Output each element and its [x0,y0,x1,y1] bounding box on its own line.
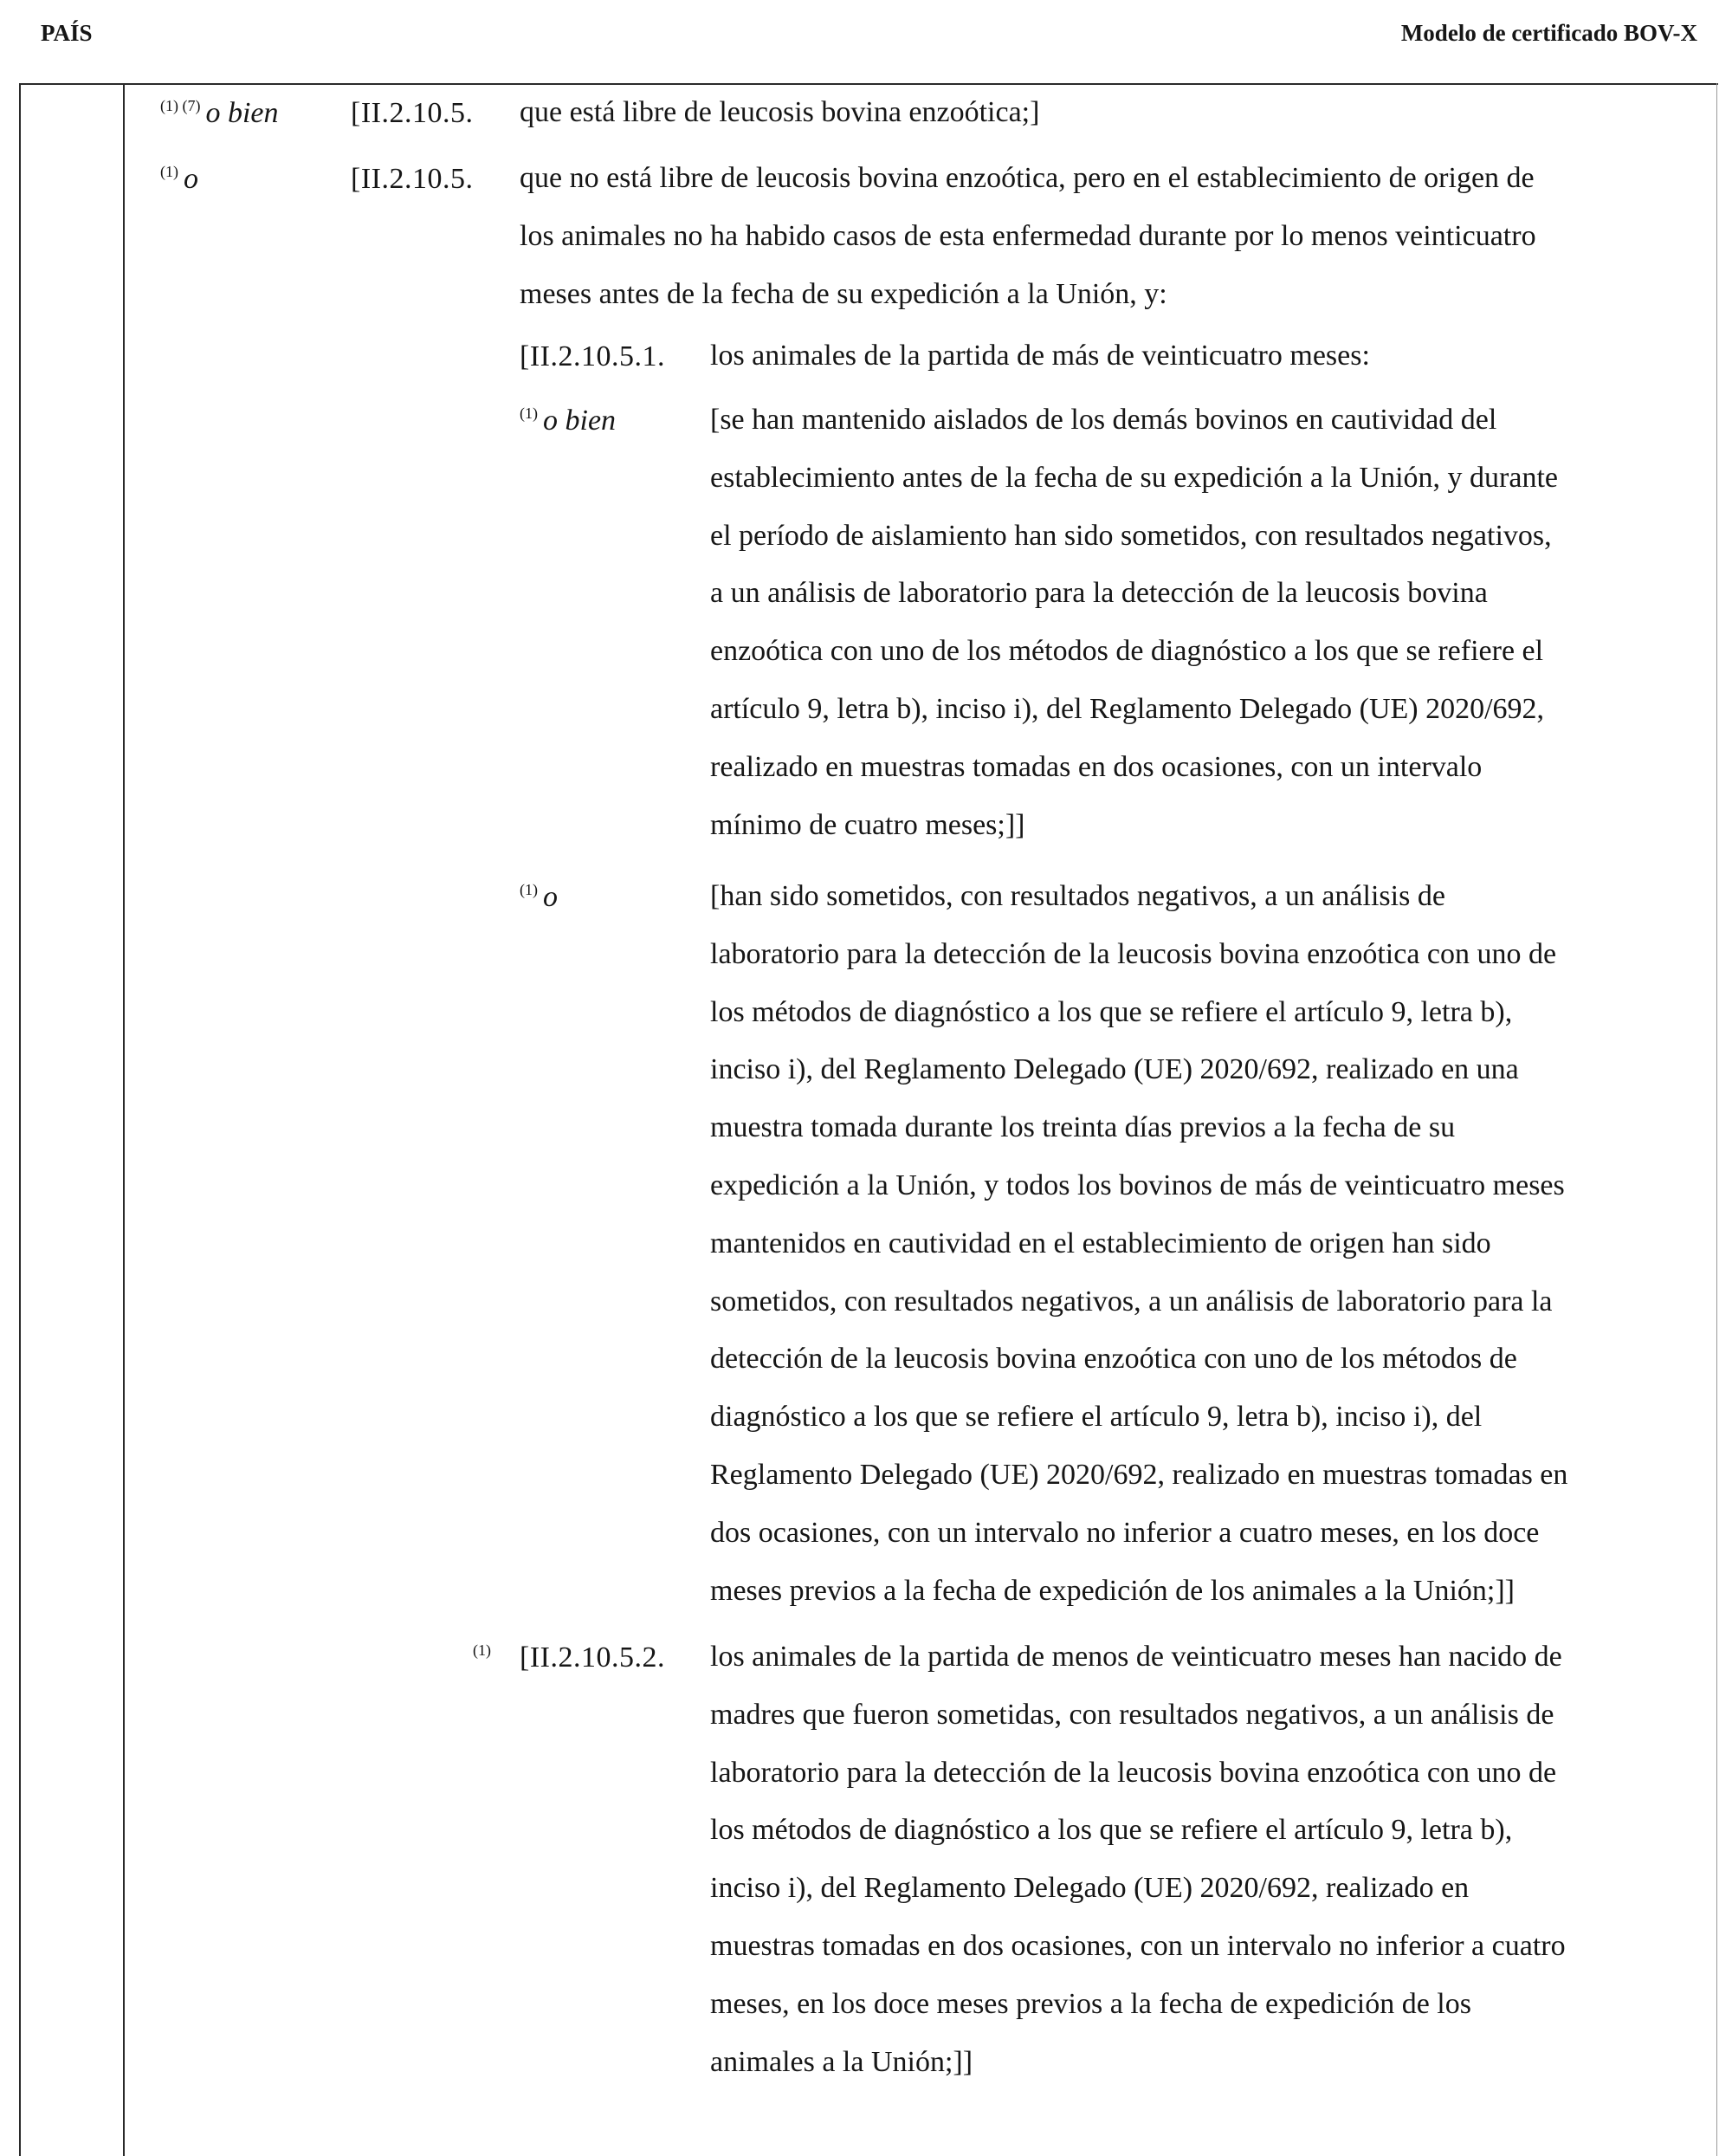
paragraph-number: [II.2.10.5.1. [520,340,665,372]
text-line: [han sido sometidos, con resultados negativos, a un análisis de [710,880,1445,912]
option-note [160,150,198,212]
text-line: que está libre de leucosis bovina enzoótica;] [520,96,1040,128]
text-line: Reglamento Delegado (UE) 2020/692, realizado en muestras tomadas en [710,1458,1568,1491]
text-line: expedición a la Unión, y todos los bovinos de más de veinticuatro meses [710,1169,1565,1201]
paragraph-text [710,868,1567,1620]
paragraph-number: [II.2.10.5. [351,163,474,195]
option-note [520,392,616,454]
text-line: los métodos de diagnóstico a los que se refiere el artículo 9, letra b), [710,1814,1513,1847]
paragraph-number: [II.2.10.5.2. [520,1641,665,1674]
paragraph-text [710,1628,1566,2091]
text-line: muestra tomada durante los treinta días previos a la fecha de su [710,1111,1456,1144]
text-line: mínimo de cuatro meses;]] [710,808,1025,841]
table-inner-border [123,83,125,2156]
text-line: madres que fueron sometidas, con resultados negativos, a un análisis de [710,1698,1554,1731]
paragraph-text [520,150,1536,323]
option-note [160,84,279,146]
text-line: inciso i), del Reglamento Delegado (UE) 2020/692, realizado en [710,1872,1470,1905]
option-word: o [543,881,558,913]
footnote-ref-container [473,1628,496,1691]
option-word: o [184,163,198,195]
text-line: establecimiento antes de la fecha de su expedición a la Unión, y durante [710,461,1559,494]
paragraph-text [710,327,1370,385]
text-line: que no está libre de leucosis bovina enzoótica, pero en el establecimiento de origen de [520,162,1535,194]
text-line: animales a la Unión;]] [710,2045,973,2078]
paragraph-text [520,84,1039,142]
option-word: o bien [543,405,617,437]
text-line: detección de la leucosis bovina enzoótica con uno de los métodos de [710,1343,1517,1376]
text-line: enzoótica con uno de los métodos de diagnóstico a los que se refiere el [710,635,1544,668]
text-line: muestras tomadas en dos ocasiones, con un intervalo no inferior a cuatro [710,1929,1566,1962]
paragraph-number: [II.2.10.5. [351,97,474,129]
text-line: inciso i), del Reglamento Delegado (UE) 2020/692, realizado en una [710,1053,1519,1086]
footnote-ref: (1) [520,881,538,898]
text-line: los animales no ha habido casos de esta enfermedad durante por lo menos veinticuatro [520,219,1536,252]
text-line: los animales de la partida de menos de veinticuatro meses han nacido de [710,1641,1562,1673]
text-line: los animales de la partida de más de veinticuatro meses: [710,340,1370,372]
table-right-border [1716,83,1717,2156]
text-line: artículo 9, letra b), inciso i), del Reglamento Delegado (UE) 2020/692, [710,692,1545,725]
text-line: realizado en muestras tomadas en dos ocasiones, con un intervalo [710,750,1483,783]
option-note [520,868,558,930]
header-country: PAÍS [41,20,93,46]
text-line: diagnóstico a los que se refiere el artículo 9, letra b), inciso i), del [710,1401,1483,1434]
header-model: Modelo de certificado BOV-X [1400,20,1697,46]
text-line: [se han mantenido aislados de los demás bovinos en cautividad del [710,404,1497,436]
footnote-ref: (1) [160,163,178,180]
text-line: mantenidos en cautividad en el establecimiento de origen han sido [710,1227,1491,1259]
text-line: meses antes de la fecha de su expedición a la Unión, y: [520,277,1167,310]
text-line: a un análisis de laboratorio para la detección de la leucosis bovina [710,577,1488,610]
text-line: laboratorio para la detección de la leucosis bovina enzoótica con uno de [710,1756,1557,1789]
paragraph-text [710,392,1558,854]
option-word: o bien [205,97,279,129]
text-line: el período de aislamiento han sido sometidos, con resultados negativos, [710,519,1552,552]
text-line: laboratorio para la detección de la leucosis bovina enzoótica con uno de [710,937,1557,970]
text-line: dos ocasiones, con un intervalo no inferior a cuatro meses, en los doce [710,1516,1540,1549]
text-line: sometidos, con resultados negativos, a un análisis de laboratorio para la [710,1285,1553,1318]
footnote-ref: (1) [473,1641,491,1659]
footnote-ref: (1) [520,405,538,422]
text-line: meses, en los doce meses previos a la fecha de expedición de los [710,1987,1471,2020]
footnote-ref: (1) (7) [160,97,201,114]
text-line: los métodos de diagnóstico a los que se refiere el artículo 9, letra b), [710,995,1513,1028]
text-line: meses previos a la fecha de expedición de los animales a la Unión;]] [710,1574,1515,1607]
table-left-border [19,83,21,2156]
